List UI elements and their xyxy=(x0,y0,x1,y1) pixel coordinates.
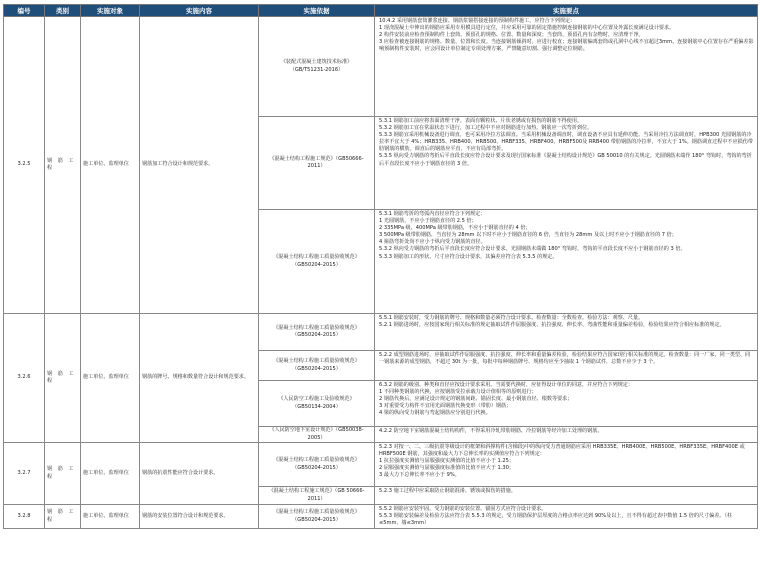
item-basis: 《混凝土结构工程施工质量验收规范》（GB50204-2015） xyxy=(259,443,375,487)
point-line: 4 梁的纵向受力钢筋与弯起钢筋应分别进行代换。 xyxy=(379,410,491,417)
item-number: 3.2.7 xyxy=(4,443,45,505)
point-line: 5.5.1 钢筋安装时，受力钢筋的牌号、规格和数量必须符合设计要求。检查数量：全数检查。检验方法：观察、尺量。 xyxy=(379,315,644,321)
item-category: 钢 筋 工 程 xyxy=(45,505,81,529)
point-line: 1 光圆钢筋，不应小于钢筋直径的 2.5 倍； xyxy=(379,218,477,225)
item-basis: 《混凝土结构工程施工质量验收规范》（GB50204-2015） xyxy=(259,505,375,529)
item-basis: 《混凝土结构工程施工质量验收规范》（GB50204-2015） xyxy=(259,210,375,314)
item-basis: 《装配式混凝土建筑技术标准》（GB/T51231-2016） xyxy=(259,17,375,117)
point-line: 3 对重要受力构件不宜用光面钢筋代换变形（带肋）钢筋； xyxy=(379,403,512,410)
item-basis: 《混凝土结构工程施工质量验收规范》（GB50204-2015） xyxy=(259,314,375,351)
item-category: 钢 筋 工 程 xyxy=(45,17,81,314)
point-line: 5.3.1 钢筋弯折的弯弧内直径应符合下列规定： xyxy=(379,211,486,217)
item-number: 3.2.5 xyxy=(4,17,45,314)
item-points xyxy=(375,443,758,487)
item-points xyxy=(375,314,758,351)
item-points xyxy=(375,117,758,210)
point-line: 1 抗拉强度实测值与屈服强度实测值的比值不应小于 1.25； xyxy=(379,458,514,465)
table-row xyxy=(4,505,758,529)
point-line: 5.2.2 成型钢筋进场时，应抽取试件作屈服强度、抗拉强度、伸长率和重量偏差检验，检验结果应符合国家现行相关标准的规定。检查数量：同一厂家、同一类型、同一钢筋来源的成型钢筋，不超过 30t 为一批，每批中每种钢筋牌号、规格均应至少抽取 1 个钢筋试件，总数不应少于 3 个。 xyxy=(379,352,751,366)
item-content: 钢筋加工符合设计和规范要求。 xyxy=(140,17,259,314)
header-content: 实施内容 xyxy=(140,5,259,17)
point-line: 2 钢筋代换后，应满足设计规定的钢筋间距、锚固长度、最小钢筋直径、根数等要求； xyxy=(379,396,573,403)
header-no: 编号 xyxy=(4,5,45,17)
item-object: 施工单位、监理单位 xyxy=(81,443,140,505)
point-line: 5.3.2 钢筋加工宜在常温状态下进行，加工过程中不应对钢筋进行加热。钢筋应一次弯折到位。 xyxy=(379,125,593,132)
item-object: 施工单位、监理单位 xyxy=(81,17,140,314)
standards-table-sheet xyxy=(3,4,757,529)
point-line: 5.2.3 对按一、二、三级抗震等级设计的框架和斜撑构件(含梯段)中的纵向受力普通钢筋应采用 HRB335E、HRB400E、HRB500E、HRBF335E、HRBF400E 或 HRBF500E 钢筋，其强度和最大力下总伸长率的实测值应符合下列规定： xyxy=(379,444,745,458)
point-line: 5.3.3 钢筋加工的形状、尺寸应符合设计要求，其偏差应符合表 5.3.5 的规定。 xyxy=(379,253,558,260)
point-line: 3 最大力下总伸长率不应小于 9%。 xyxy=(379,472,460,479)
item-content: 钢筋的抗震性能应符合设计要求。 xyxy=(140,443,259,505)
table-row xyxy=(4,314,758,351)
item-category: 钢 筋 工 程 xyxy=(45,443,81,505)
standards-table xyxy=(3,4,758,529)
point-line: 5.5.2 钢筋应安装牢固。受力钢筋的安装位置、锚固方式应符合设计要求。 xyxy=(379,506,547,512)
item-basis: 《混凝土结构工程施工规范》（GB50666-2011） xyxy=(259,117,375,210)
point-line: 5.5.3 钢筋安装偏差及检验方法应符合表 5.5.3 的规定，受力钢筋保护层厚度的合格点率应达到 90%及以上，且不得有超过表中数值 1.5 倍的尺寸偏差。（柱≤5mm，墙≤3mm） xyxy=(379,513,733,527)
table-header-row xyxy=(4,5,758,17)
header-category: 类别 xyxy=(45,5,81,17)
point-line: 1 现浇混凝土中伸出的钢筋应采用专用模具进行定位，并应采用可靠的固定措施控制连接钢筋的中心位置及外露长度满足设计要求。 xyxy=(379,25,675,32)
item-content: 钢筋的安装位置符合设计和规范要求。 xyxy=(140,505,259,529)
point-line: 10.4.2 采用钢筋套筒灌浆连接、钢筋浆锚搭接连接的预制构件施工，应符合下列规定： xyxy=(379,18,576,24)
item-points xyxy=(375,17,758,117)
point-line: 5.2.3 施工过程中应采取防止钢筋混淆、锈蚀或损伤的措施。 xyxy=(379,488,516,494)
table-row xyxy=(4,17,758,117)
item-basis: 《混凝土结构工程施工规范》（GB 50666-2011） xyxy=(259,487,375,505)
header-points: 实施要点 xyxy=(375,5,758,17)
point-line: 2 335MPa 级、400MPa 级带肋钢筋，不应小于钢筋直径的 4 倍； xyxy=(379,225,531,232)
item-number: 3.2.8 xyxy=(4,505,45,529)
item-points xyxy=(375,427,758,443)
item-basis: 《人民防空工程施工及验收规范》（GB50134-2004） xyxy=(259,381,375,427)
item-object: 施工单位、监理单位 xyxy=(81,314,140,443)
item-category: 钢 筋 工 程 xyxy=(45,314,81,443)
item-points xyxy=(375,210,758,314)
item-points xyxy=(375,505,758,529)
point-line: 2 屈服强度实测值与屈服强度标准值的比值不应大于 1.30； xyxy=(379,465,514,472)
point-line: 3 应检查被连接钢筋的规格、数量、位置和长度。当连接钢筋倾斜时，应进行校直；连接钢筋偏离套筒或孔洞中心线不宜超过3mm。连接钢筋中心位置存在严重偏差影响预制构件安装时，应会同设计单位制定专项处理方案，严禁随意切割、强行调整定位钢筋。 xyxy=(379,39,754,53)
point-line: 2 构件安装前应检查预制构件上套筒、预留孔的规格、位置、数量和深度；当套筒、预留孔内有杂物时，应清理干净。 xyxy=(379,32,644,39)
point-line: 5.3.3 钢筋宜采用机械设备进行调直，也可采用冷拉方法调直。当采用机械设备调直时，调直设备不应具有延伸功能。当采用冷拉方法调直时，HPB300 光圆钢筋的冷拉率不宜大于 4%；HRB335、HRB400、HRB500、HRBF335、HRBF400、HRBF500及 RRB400 带肋钢筋的冷拉率，不宜大于 1%。钢筋调直过程中不应损伤带肋钢筋的横肋。调直后的钢筋应平直，不应有局部弯折。 xyxy=(379,132,753,153)
point-line: 5.3.2 纵向受力钢筋的弯折后平直段长度应符合设计要求。光圆钢筋末端做 180° 弯钩时，弯钩的平直段长度不应小于钢筋直径的 3 倍。 xyxy=(379,246,686,253)
point-line: 4 箍筋弯折处尚不应小于纵向受力钢筋的直径。 xyxy=(379,239,486,246)
item-object: 施工单位、监理单位 xyxy=(81,505,140,529)
item-number: 3.2.6 xyxy=(4,314,45,443)
header-basis: 实施依据 xyxy=(259,5,375,17)
item-points xyxy=(375,381,758,427)
point-line: 1 不同种类钢筋的代换，应按钢筋受拉承载力设计值相等的原则进行； xyxy=(379,389,537,396)
point-line: 6.3.2 钢筋的级别、种类和直径应按设计要求采用。当需要代换时，应征得设计单位的同意，并应符合下列规定： xyxy=(379,382,633,388)
point-line: 5.3.1 钢筋加工前应将表面清理干净。表面有颗粒状、片状老锈或有损伤的钢筋不得使用。 xyxy=(379,118,583,124)
item-basis: 《人民防空地下室设计规范》（GB50038-2005） xyxy=(259,427,375,443)
header-object: 实施对象 xyxy=(81,5,140,17)
point-line: 4.2.2 防空地下室钢筋混凝土结构构件，不得采用冷轧带肋钢筋、冷拉钢筋等经冷加工处理的钢筋。 xyxy=(379,428,603,434)
item-basis: 《混凝土结构工程施工质量验收规范》（GB50204-2015） xyxy=(259,351,375,381)
point-line: 3 500MPa 级带肋钢筋，当直径为 28mm 以下时不应小于钢筋直径的 6 倍，当直径为 28mm 及以上时不应小于钢筋直径的 7 倍； xyxy=(379,232,677,239)
item-points xyxy=(375,487,758,505)
point-line: 5.3.5 纵向受力钢筋的弯折后平直段长度应符合设计要求及现行国家标准《混凝土结构设计规范》GB 50010 的有关规定。光圆钢筋末端作 180° 弯钩时，弯钩的弯折后平直段长度不应小于钢筋直径的 3 倍。 xyxy=(379,153,752,167)
table-row xyxy=(4,443,758,487)
point-line: 5.2.1 钢筋进场时，应按国家现行相关标准的规定抽取试件作屈服强度、抗拉强度、伸长率、弯曲性能和重量偏差检验，检验结果应符合相应标准的规定。 xyxy=(379,322,725,329)
item-content: 钢筋的牌号、规格和数量符合设计和规范要求。 xyxy=(140,314,259,443)
item-points xyxy=(375,351,758,381)
